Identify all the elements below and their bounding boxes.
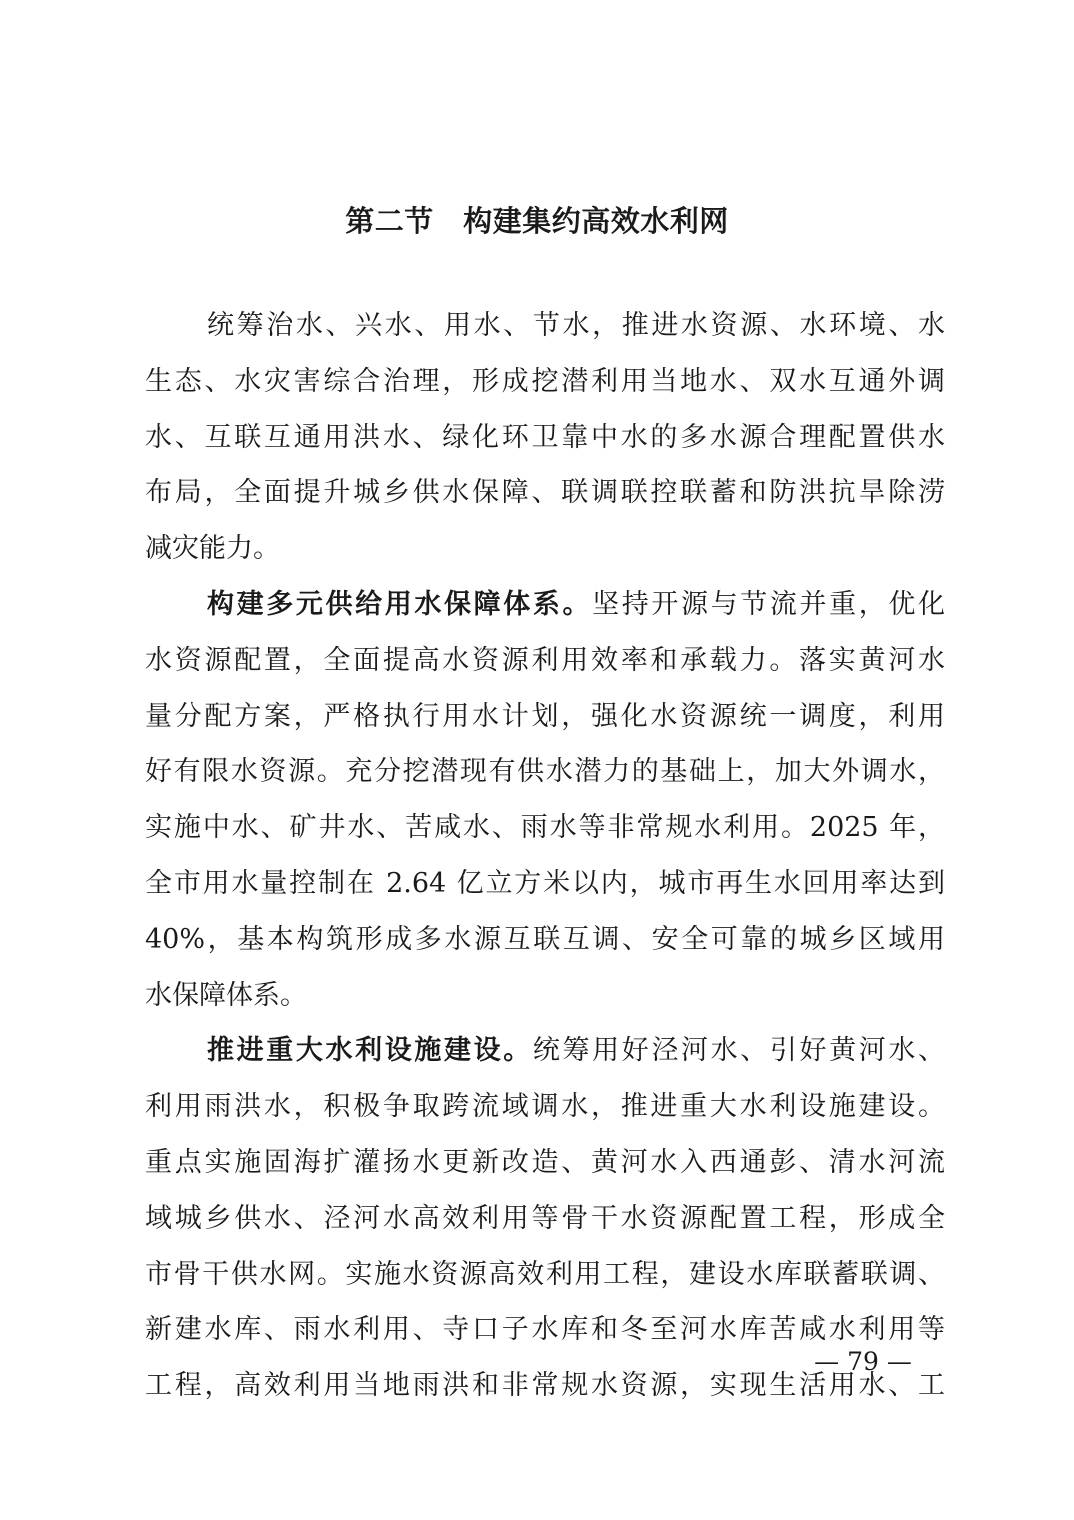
paragraph-3-line-5: 市骨干供水网。实施水资源高效利用工程，建设水库联蓄联调、: [145, 1258, 945, 1290]
paragraph-3-line-6: 新建水库、雨水利用、寺口子水库和冬至河水库苦咸水利用等: [145, 1314, 945, 1346]
paragraph-3-line-3: 重点实施固海扩灌扬水更新改造、黄河水入西通彭、清水河流: [145, 1146, 945, 1178]
paragraph-1-line-4: 布局，全面提升城乡供水保障、联调联控联蓄和防洪抗旱除涝: [145, 477, 945, 509]
page-number: — 79 —: [814, 1347, 912, 1376]
paragraph-2-line-1: [145, 577, 945, 633]
paragraph-2-line-4: 好有限水资源。充分挖潜现有供水潜力的基础上，加大外调水，: [145, 756, 945, 788]
paragraph-1-line-1: 统筹治水、兴水、用水、节水，推进水资源、水环境、水: [207, 310, 945, 341]
paragraph-2-line-1-rest: 坚持开源与节流并重，优化: [592, 588, 945, 620]
body-text: [145, 298, 945, 1414]
paragraph-2-line-2: 水资源配置，全面提高水资源利用效率和承载力。落实黄河水: [145, 644, 945, 676]
paragraph-3-line-4: 域城乡供水、泾河水高效利用等骨干水资源配置工程，形成全: [145, 1202, 945, 1234]
paragraph-3-line-1-rest: 统筹用好泾河水、引好黄河水、: [532, 1035, 945, 1067]
paragraph-3-line-7: 工程，高效利用当地雨洪和非常规水资源，实现生活用水、工: [145, 1370, 945, 1402]
paragraph-1-line-5: 减灾能力。: [145, 533, 280, 565]
paragraph-3-lead: 推进重大水利设施建设。: [207, 1035, 533, 1067]
paragraph-2-line-3: 量分配方案，严格执行用水计划，强化水资源统一调度，利用: [145, 700, 945, 732]
paragraph-2-line-8: 水保障体系。: [145, 979, 307, 1011]
paragraph-1-line-3: 水、互联互通用洪水、绿化环卫靠中水的多水源合理配置供水: [145, 421, 945, 453]
section-title: 第二节 构建集约高效水利网: [345, 204, 729, 238]
paragraph-2-line-5: 实施中水、矿井水、苦咸水、雨水等非常规水利用。2025 年，: [145, 812, 945, 844]
paragraph-3-line-2: 利用雨洪水，积极争取跨流域调水，推进重大水利设施建设。: [145, 1091, 945, 1123]
paragraph-2-line-7: 40%，基本构筑形成多水源互联互调、安全可靠的城乡区域用: [145, 923, 945, 955]
paragraph-2-line-6: 全市用水量控制在 2.64 亿立方米以内，城市再生水回用率达到: [145, 867, 945, 899]
paragraph-1-line-2: 生态、水灾害综合治理，形成挖潜利用当地水、双水互通外调: [145, 365, 945, 397]
paragraph-3-line-1: [145, 1023, 945, 1079]
paragraph-2-lead: 构建多元供给用水保障体系。: [207, 588, 593, 620]
